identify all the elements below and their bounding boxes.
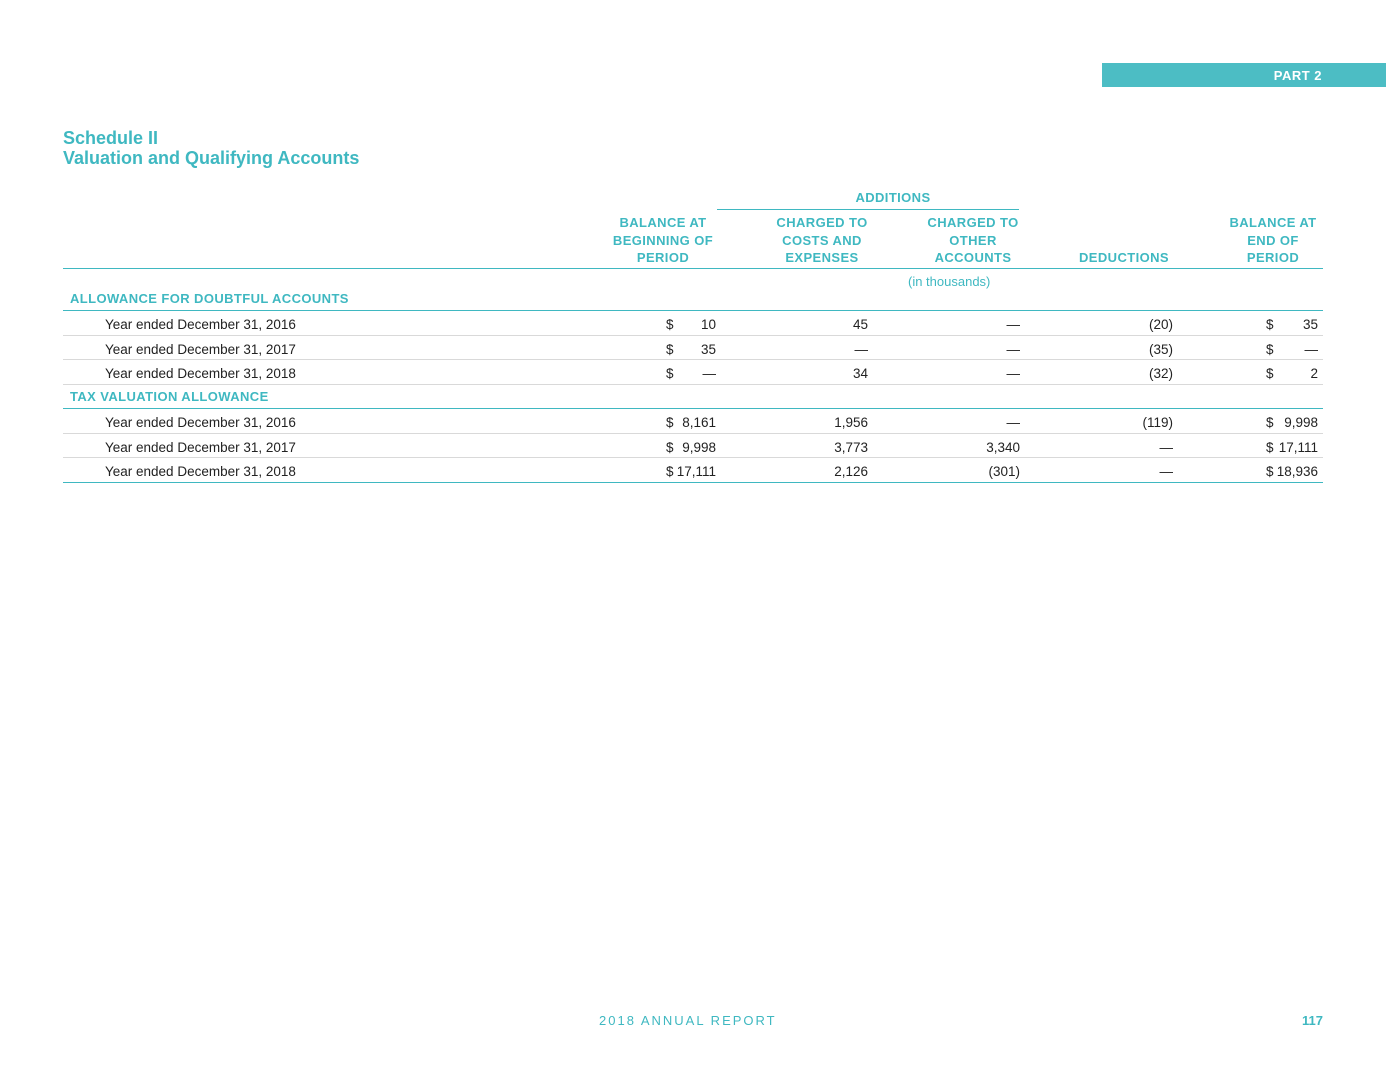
end-value: 18,936 [1276,464,1318,479]
costs-value: 2,126 [834,464,868,479]
begin-dollar: $ [666,366,674,381]
deductions-value: (20) [1148,317,1173,332]
other-value: — [1006,415,1020,430]
row-label: Year ended December 31, 2018 [105,464,296,479]
col-header-deductions: DEDUCTIONS [1079,250,1169,265]
costs-value: 3,773 [834,440,868,455]
end-dollar: $ [1266,415,1274,430]
end-dollar: $ [1266,317,1274,332]
costs-value: 1,956 [834,415,868,430]
additions-underline [717,209,1019,210]
row-label: Year ended December 31, 2018 [105,366,296,381]
row-label: Year ended December 31, 2016 [105,415,296,430]
title-line-1: Schedule II [63,128,159,148]
begin-value: 10 [700,317,716,332]
section-title-tax: TAX VALUATION ALLOWANCE [70,389,269,404]
page-number: 117 [1302,1013,1323,1028]
table-row [63,409,1323,433]
begin-dollar: $ [666,342,674,357]
table-bottom-rule [63,482,1323,483]
row-label: Year ended December 31, 2017 [105,342,296,357]
begin-dollar: $ [666,415,674,430]
other-value: (301) [988,464,1020,479]
begin-value: 35 [700,342,716,357]
col-header-begin: BALANCE AT BEGINNING OF PERIOD [612,215,714,265]
col-header-end: BALANCE AT END OF PERIOD [1229,215,1317,265]
begin-dollar: $ [666,317,674,332]
deductions-value: — [1159,440,1173,455]
begin-value: — [702,366,716,381]
row-label: Year ended December 31, 2016 [105,317,296,332]
other-value: — [1006,317,1020,332]
end-dollar: $ [1266,366,1274,381]
table-row [63,336,1323,360]
col-header-costs: CHARGED TO COSTS AND EXPENSES [776,215,868,265]
row-rule [63,384,1323,385]
table-row [63,311,1323,335]
additions-header: ADDITIONS [855,190,931,205]
other-value: — [1006,342,1020,357]
other-value: — [1006,366,1020,381]
deductions-value: (32) [1148,366,1173,381]
costs-value: — [854,342,868,357]
costs-value: 45 [852,317,868,332]
section-title-doubtful: ALLOWANCE FOR DOUBTFUL ACCOUNTS [70,291,349,306]
col-header-other: CHARGED TO OTHER ACCOUNTS [927,215,1019,265]
table-row [63,360,1323,384]
footer-report: 2018 ANNUAL REPORT [599,1013,777,1028]
header-rule [63,268,1323,269]
begin-value: 17,111 [676,464,716,479]
part-tab: PART 2 [1102,63,1386,87]
page-title [63,128,359,168]
begin-dollar: $ [666,440,674,455]
deductions-value: (119) [1142,415,1173,430]
end-value: 17,111 [1278,440,1318,455]
begin-value: 9,998 [682,440,716,455]
costs-value: 34 [852,366,868,381]
unit-note: (in thousands) [908,274,991,289]
end-value: 2 [1310,366,1318,381]
end-dollar: $ [1266,342,1274,357]
other-value: 3,340 [986,440,1020,455]
row-label: Year ended December 31, 2017 [105,440,296,455]
begin-dollar: $ [666,464,674,479]
deductions-value: — [1159,464,1173,479]
table-row [63,434,1323,458]
title-line-2: Valuation and Qualifying Accounts [63,148,360,168]
begin-value: 8,161 [682,415,716,430]
end-value: — [1304,342,1318,357]
deductions-value: (35) [1148,342,1173,357]
end-value: 9,998 [1284,415,1318,430]
end-dollar: $ [1266,440,1274,455]
table-row [63,458,1323,482]
end-value: 35 [1302,317,1318,332]
end-dollar: $ [1266,464,1274,479]
